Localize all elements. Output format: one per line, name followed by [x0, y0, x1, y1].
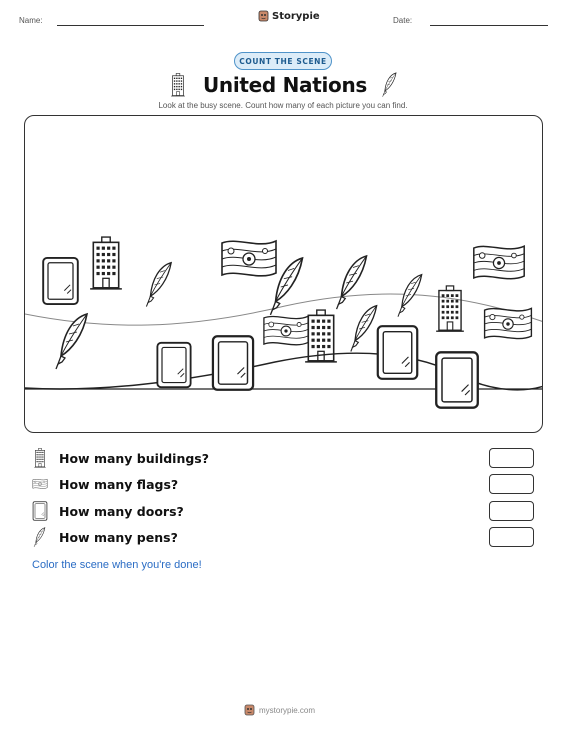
building-icon [32, 448, 48, 468]
site-footer [244, 704, 315, 716]
flag-1 [222, 241, 276, 276]
pen-3 [337, 256, 367, 309]
question-flags [32, 473, 542, 495]
pen-icon [32, 527, 48, 547]
flag-2 [474, 246, 524, 279]
pen-5 [56, 314, 87, 369]
pen-4 [398, 275, 422, 317]
date-line[interactable] [430, 25, 548, 26]
brand-name: Storypie [272, 10, 320, 22]
door-2 [157, 343, 190, 387]
question-text: How many doors? [59, 503, 184, 519]
door-4 [378, 326, 417, 379]
name-line[interactable] [57, 25, 204, 26]
storypie-mascot-icon [258, 10, 269, 22]
answer-box-buildings[interactable] [489, 448, 534, 468]
instructions: Look at the busy scene. Count how many of each picture you can find. [158, 101, 408, 110]
question-buildings [32, 447, 542, 469]
page-title: United Nations [202, 73, 368, 97]
building-icon [167, 73, 189, 97]
answer-box-doors[interactable] [489, 501, 534, 521]
question-pens [32, 526, 542, 548]
door-1 [43, 258, 78, 304]
pen-1 [146, 263, 171, 307]
flag-3 [264, 316, 308, 345]
flag-4 [485, 308, 532, 338]
count-badge: COUNT THE SCENE [234, 52, 332, 70]
name-label: Name: [19, 16, 43, 25]
answer-box-pens[interactable] [489, 527, 534, 547]
building-3 [436, 286, 464, 331]
flag-icon [32, 474, 48, 494]
pen-icon [381, 72, 399, 98]
question-text: How many flags? [59, 476, 179, 492]
building-1 [90, 237, 122, 289]
storypie-mascot-icon [244, 704, 255, 716]
door-3 [213, 336, 253, 390]
door-icon [32, 501, 48, 521]
answer-box-flags[interactable] [489, 474, 534, 494]
date-label: Date: [393, 16, 413, 25]
scene-drawing [25, 116, 543, 433]
question-doors [32, 500, 542, 522]
color-instruction: Color the scene when you're done! [32, 559, 202, 571]
pen-6 [351, 306, 377, 352]
question-text: How many pens? [59, 529, 178, 545]
title-row [0, 72, 566, 98]
count-scene [24, 115, 543, 433]
door-5 [436, 352, 478, 407]
site-url[interactable]: mystorypie.com [259, 705, 316, 715]
brand-logo [258, 10, 320, 22]
question-text: How many buildings? [59, 450, 209, 466]
